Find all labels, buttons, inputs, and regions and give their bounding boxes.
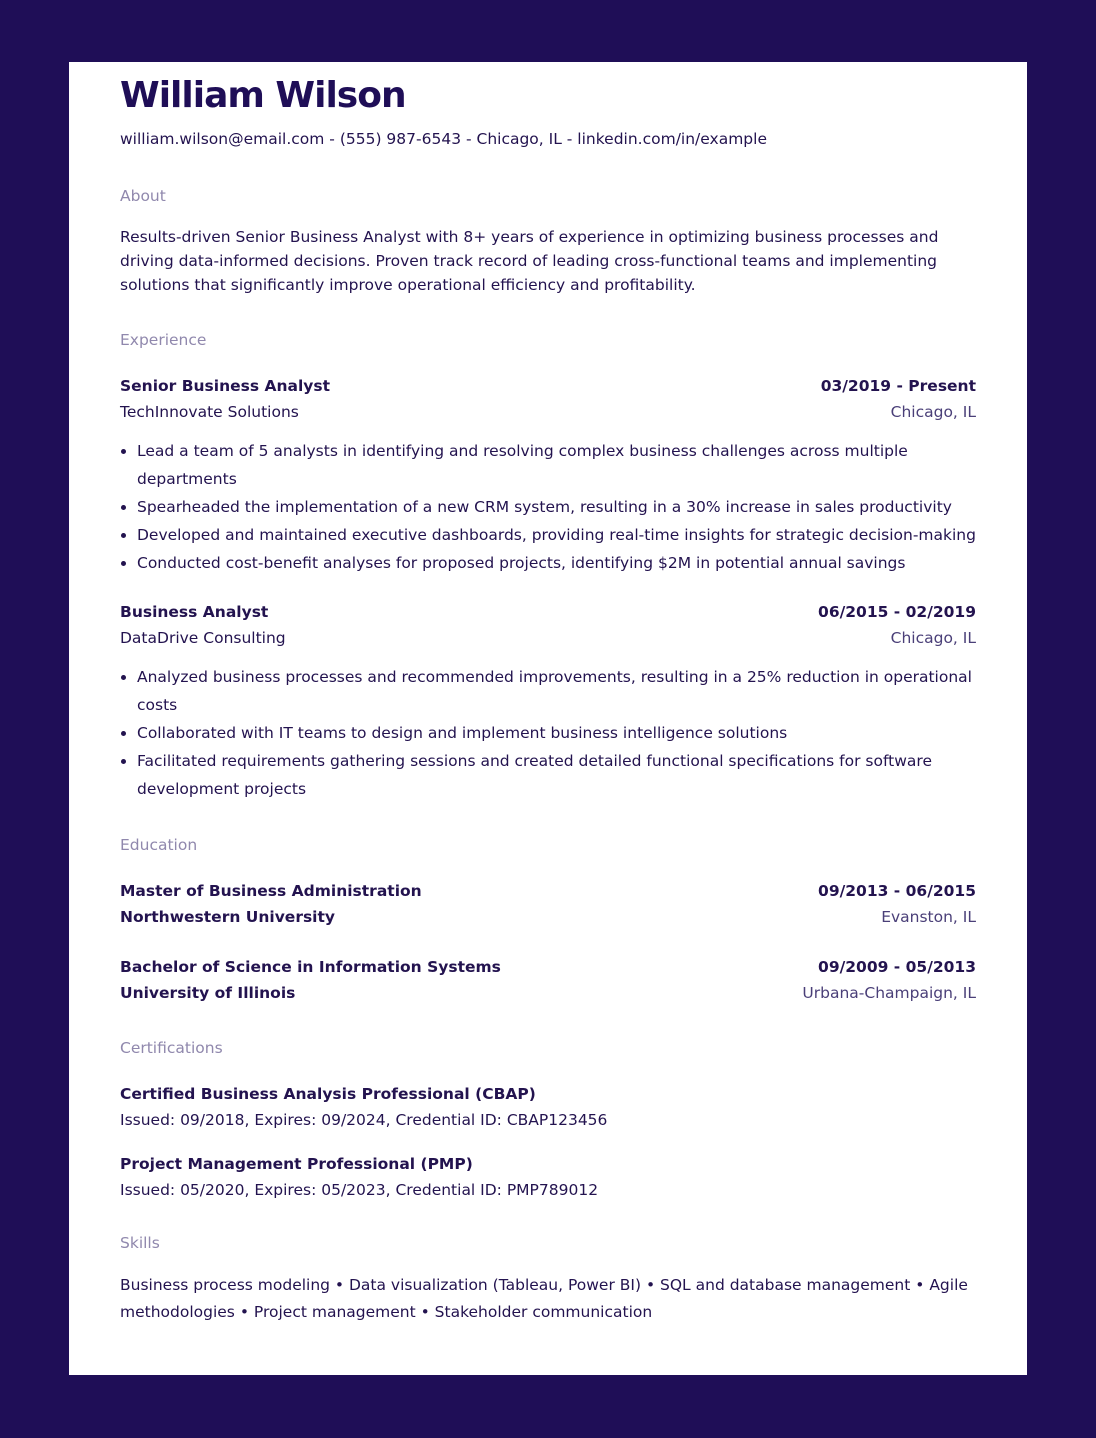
education-entry xyxy=(120,878,976,930)
job-location: Chicago, IL xyxy=(890,629,976,647)
job-dates: 06/2015 - 02/2019 xyxy=(818,603,976,621)
job-bullets xyxy=(120,437,976,577)
bullet-item: • Conducted cost-benefit analyses for proposed projects, identifying $2M in potential annual savings xyxy=(137,549,976,577)
candidate-name: William Wilson xyxy=(120,75,406,116)
bullet-item: • Collaborated with IT teams to design and implement business intelligence solutions xyxy=(137,719,976,747)
contact-line: william.wilson@email.com - (555) 987-6543 - Chicago, IL - linkedin.com/in/example xyxy=(120,130,767,148)
education-degree: Bachelor of Science in Information Systems xyxy=(120,958,501,976)
job-dates: 03/2019 - Present xyxy=(820,377,976,395)
job-company: DataDrive Consulting xyxy=(120,629,286,647)
job-company: TechInnovate Solutions xyxy=(120,403,299,421)
certification-details: Issued: 05/2020, Expires: 05/2023, Credential ID: PMP789012 xyxy=(120,1181,599,1199)
education-degree: Master of Business Administration xyxy=(120,882,422,900)
job-entry xyxy=(120,373,976,577)
education-dates: 09/2013 - 06/2015 xyxy=(818,882,976,900)
certification-details: Issued: 09/2018, Expires: 09/2024, Credential ID: CBAP123456 xyxy=(120,1111,608,1129)
certification-name: Project Management Professional (PMP) xyxy=(120,1155,473,1173)
education-location: Urbana-Champaign, IL xyxy=(802,984,976,1002)
bullet-item: • Spearheaded the implementation of a new CRM system, resulting in a 30% increase in sales productivity xyxy=(137,493,976,521)
bullet-item: • Analyzed business processes and recommended improvements, resulting in a 25% reduction in operational costs xyxy=(137,663,976,719)
education-location: Evanston, IL xyxy=(881,908,976,926)
certification-name: Certified Business Analysis Professional (CBAP) xyxy=(120,1085,536,1103)
section-title-experience: Experience xyxy=(120,331,207,349)
education-dates: 09/2009 - 05/2013 xyxy=(818,958,976,976)
job-location: Chicago, IL xyxy=(890,403,976,421)
bullet-item: • Developed and maintained executive dashboards, providing real-time insights for strategic decision-making xyxy=(137,521,976,549)
job-role: Senior Business Analyst xyxy=(120,377,331,395)
skills-text: Business process modeling • Data visualization (Tableau, Power BI) • SQL and database management • Agile methodologies • Project management • Stakeholder communication xyxy=(120,1276,968,1321)
about-text: Results-driven Senior Business Analyst with 8+ years of experience in optimizing business processes and driving data-informed decisions. Proven track record of leading cross-functional teams and implementing solutions that significantly improve operational efficiency and profitability. xyxy=(120,228,939,294)
bullet-item: • Lead a team of 5 analysts in identifying and resolving complex business challenges across multiple departments xyxy=(137,437,976,493)
certification-entry xyxy=(120,1081,976,1133)
section-title-certifications: Certifications xyxy=(120,1039,223,1057)
job-entry xyxy=(120,599,976,803)
bullet-item: • Facilitated requirements gathering sessions and created detailed functional specifications for software development projects xyxy=(137,747,976,803)
section-title-about: About xyxy=(120,187,166,205)
certification-entry xyxy=(120,1151,976,1203)
section-title-skills: Skills xyxy=(120,1234,160,1252)
education-school: Northwestern University xyxy=(120,908,336,926)
education-entry xyxy=(120,954,976,1006)
section-title-education: Education xyxy=(120,836,198,854)
education-school: University of Illinois xyxy=(120,984,296,1002)
job-bullets xyxy=(120,663,976,803)
job-role: Business Analyst xyxy=(120,603,269,621)
resume-page xyxy=(69,62,1027,1375)
